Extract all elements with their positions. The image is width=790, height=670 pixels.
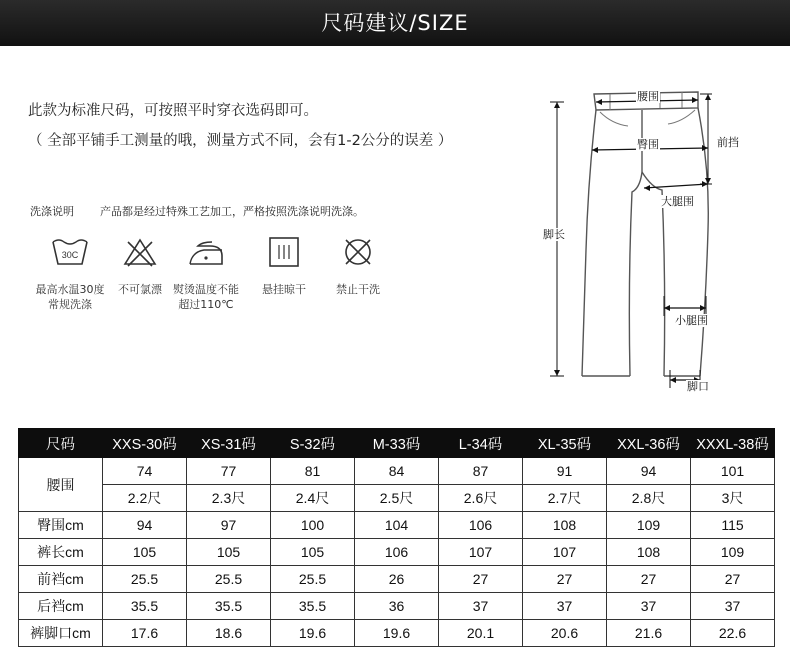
wash-label-30c: 最高水温30度 常规洗涤 [35,283,105,311]
table-header-cell: XXXL-38码 [691,429,775,458]
table-row [19,566,775,593]
size-table [18,428,775,647]
table-header-cell: XXS-30码 [103,429,187,458]
table-cell: 101 [691,458,775,485]
table-cell: 26 [355,566,439,593]
table-header-cell: M-33码 [355,429,439,458]
table-row-label: 后裆cm [19,593,103,620]
intro-line-2: （ 全部平铺手工测量的哦，测量方式不同，会有1-2公分的误差 ） [28,133,453,149]
table-row [19,620,775,647]
pants-outline [530,80,790,400]
table-cell: 37 [523,593,607,620]
table-cell: 3尺 [691,485,775,512]
table-cell: 94 [607,458,691,485]
table-cell: 105 [103,539,187,566]
table-row-label: 臀围cm [19,512,103,539]
table-cell: 35.5 [187,593,271,620]
table-cell: 18.6 [187,620,271,647]
table-cell: 37 [691,593,775,620]
table-cell: 25.5 [187,566,271,593]
table-row-label: 裤脚口cm [19,620,103,647]
table-cell: 27 [691,566,775,593]
diagram-label-front-rise: 前挡 [717,136,739,149]
wash-title: 洗涤说明 [30,205,74,218]
table-cell: 19.6 [271,620,355,647]
table-row-label: 腰围 [19,458,103,512]
table-cell: 37 [607,593,691,620]
table-cell: 104 [355,512,439,539]
hang-dry-icon [264,236,304,268]
table-row [19,512,775,539]
table-cell: 2.2尺 [103,485,187,512]
table-cell: 35.5 [271,593,355,620]
table-cell: 37 [439,593,523,620]
table-cell: 94 [103,512,187,539]
table-row [19,593,775,620]
table-cell: 109 [691,539,775,566]
table-cell: 91 [523,458,607,485]
diagram-label-hem: 脚口 [687,380,709,393]
table-cell: 25.5 [103,566,187,593]
intro-line-1: 此款为标准尺码，可按照平时穿衣选码即可。 [28,103,318,119]
wash-30c-icon [50,236,90,268]
wash-label-no-bleach: 不可氯漂 [118,283,162,296]
table-cell: 2.3尺 [187,485,271,512]
table-cell: 25.5 [271,566,355,593]
diagram-label-thigh: 大腿围 [661,195,694,208]
wash-item-no-dry-clean [310,236,406,297]
table-cell: 27 [523,566,607,593]
table-row-label: 前裆cm [19,566,103,593]
table-cell: 2.7尺 [523,485,607,512]
table-row-waist-chi [19,485,775,512]
page-header [0,0,790,46]
table-header-row [19,429,775,458]
table-cell: 2.6尺 [439,485,523,512]
table-cell: 20.6 [523,620,607,647]
table-cell: 17.6 [103,620,187,647]
table-cell: 109 [607,512,691,539]
table-cell: 20.1 [439,620,523,647]
table-cell: 106 [439,512,523,539]
no-dry-clean-icon [338,236,378,268]
table-cell: 87 [439,458,523,485]
table-header-cell: 尺码 [19,429,103,458]
table-cell: 19.6 [355,620,439,647]
table-cell: 108 [607,539,691,566]
table-cell: 2.4尺 [271,485,355,512]
table-header-cell: XXL-36码 [607,429,691,458]
table-cell: 81 [271,458,355,485]
table-cell: 2.5尺 [355,485,439,512]
table-header-cell: L-34码 [439,429,523,458]
diagram-label-hip: 臀围 [637,138,659,151]
intro-text [28,96,452,156]
table-cell: 105 [187,539,271,566]
table-cell: 35.5 [103,593,187,620]
wash-note: 产品都是经过特殊工艺加工，严格按照洗涤说明洗涤。 [100,205,364,218]
table-cell: 107 [439,539,523,566]
table-cell: 21.6 [607,620,691,647]
wash-label-no-dry-clean: 禁止干洗 [336,283,380,296]
diagram-label-knee: 小腿围 [675,314,708,327]
table-cell: 77 [187,458,271,485]
wash-label-hang-dry: 悬挂晾干 [262,283,306,296]
no-bleach-icon [120,236,160,268]
table-header-cell: S-32码 [271,429,355,458]
table-cell: 107 [523,539,607,566]
pants-diagram [530,80,790,400]
table-cell: 74 [103,458,187,485]
table-cell: 106 [355,539,439,566]
table-cell: 27 [607,566,691,593]
wash-30c-text: 30C [61,250,79,260]
table-cell: 84 [355,458,439,485]
table-cell: 108 [523,512,607,539]
wash-label-iron: 熨烫温度不能 超过110℃ [173,283,239,311]
table-cell: 22.6 [691,620,775,647]
table-cell: 115 [691,512,775,539]
table-row-label: 裤长cm [19,539,103,566]
page-title: 尺码建议/SIZE [321,11,469,35]
table-row [19,539,775,566]
diagram-label-length: 脚长 [543,228,565,241]
table-header-cell: XL-35码 [523,429,607,458]
table-cell: 36 [355,593,439,620]
table-cell: 97 [187,512,271,539]
diagram-label-waist: 腰围 [637,90,659,103]
table-cell: 105 [271,539,355,566]
table-row-waist-cm [19,458,775,485]
table-cell: 2.8尺 [607,485,691,512]
table-cell: 27 [439,566,523,593]
table-header-cell: XS-31码 [187,429,271,458]
iron-icon [184,236,228,268]
table-cell: 100 [271,512,355,539]
